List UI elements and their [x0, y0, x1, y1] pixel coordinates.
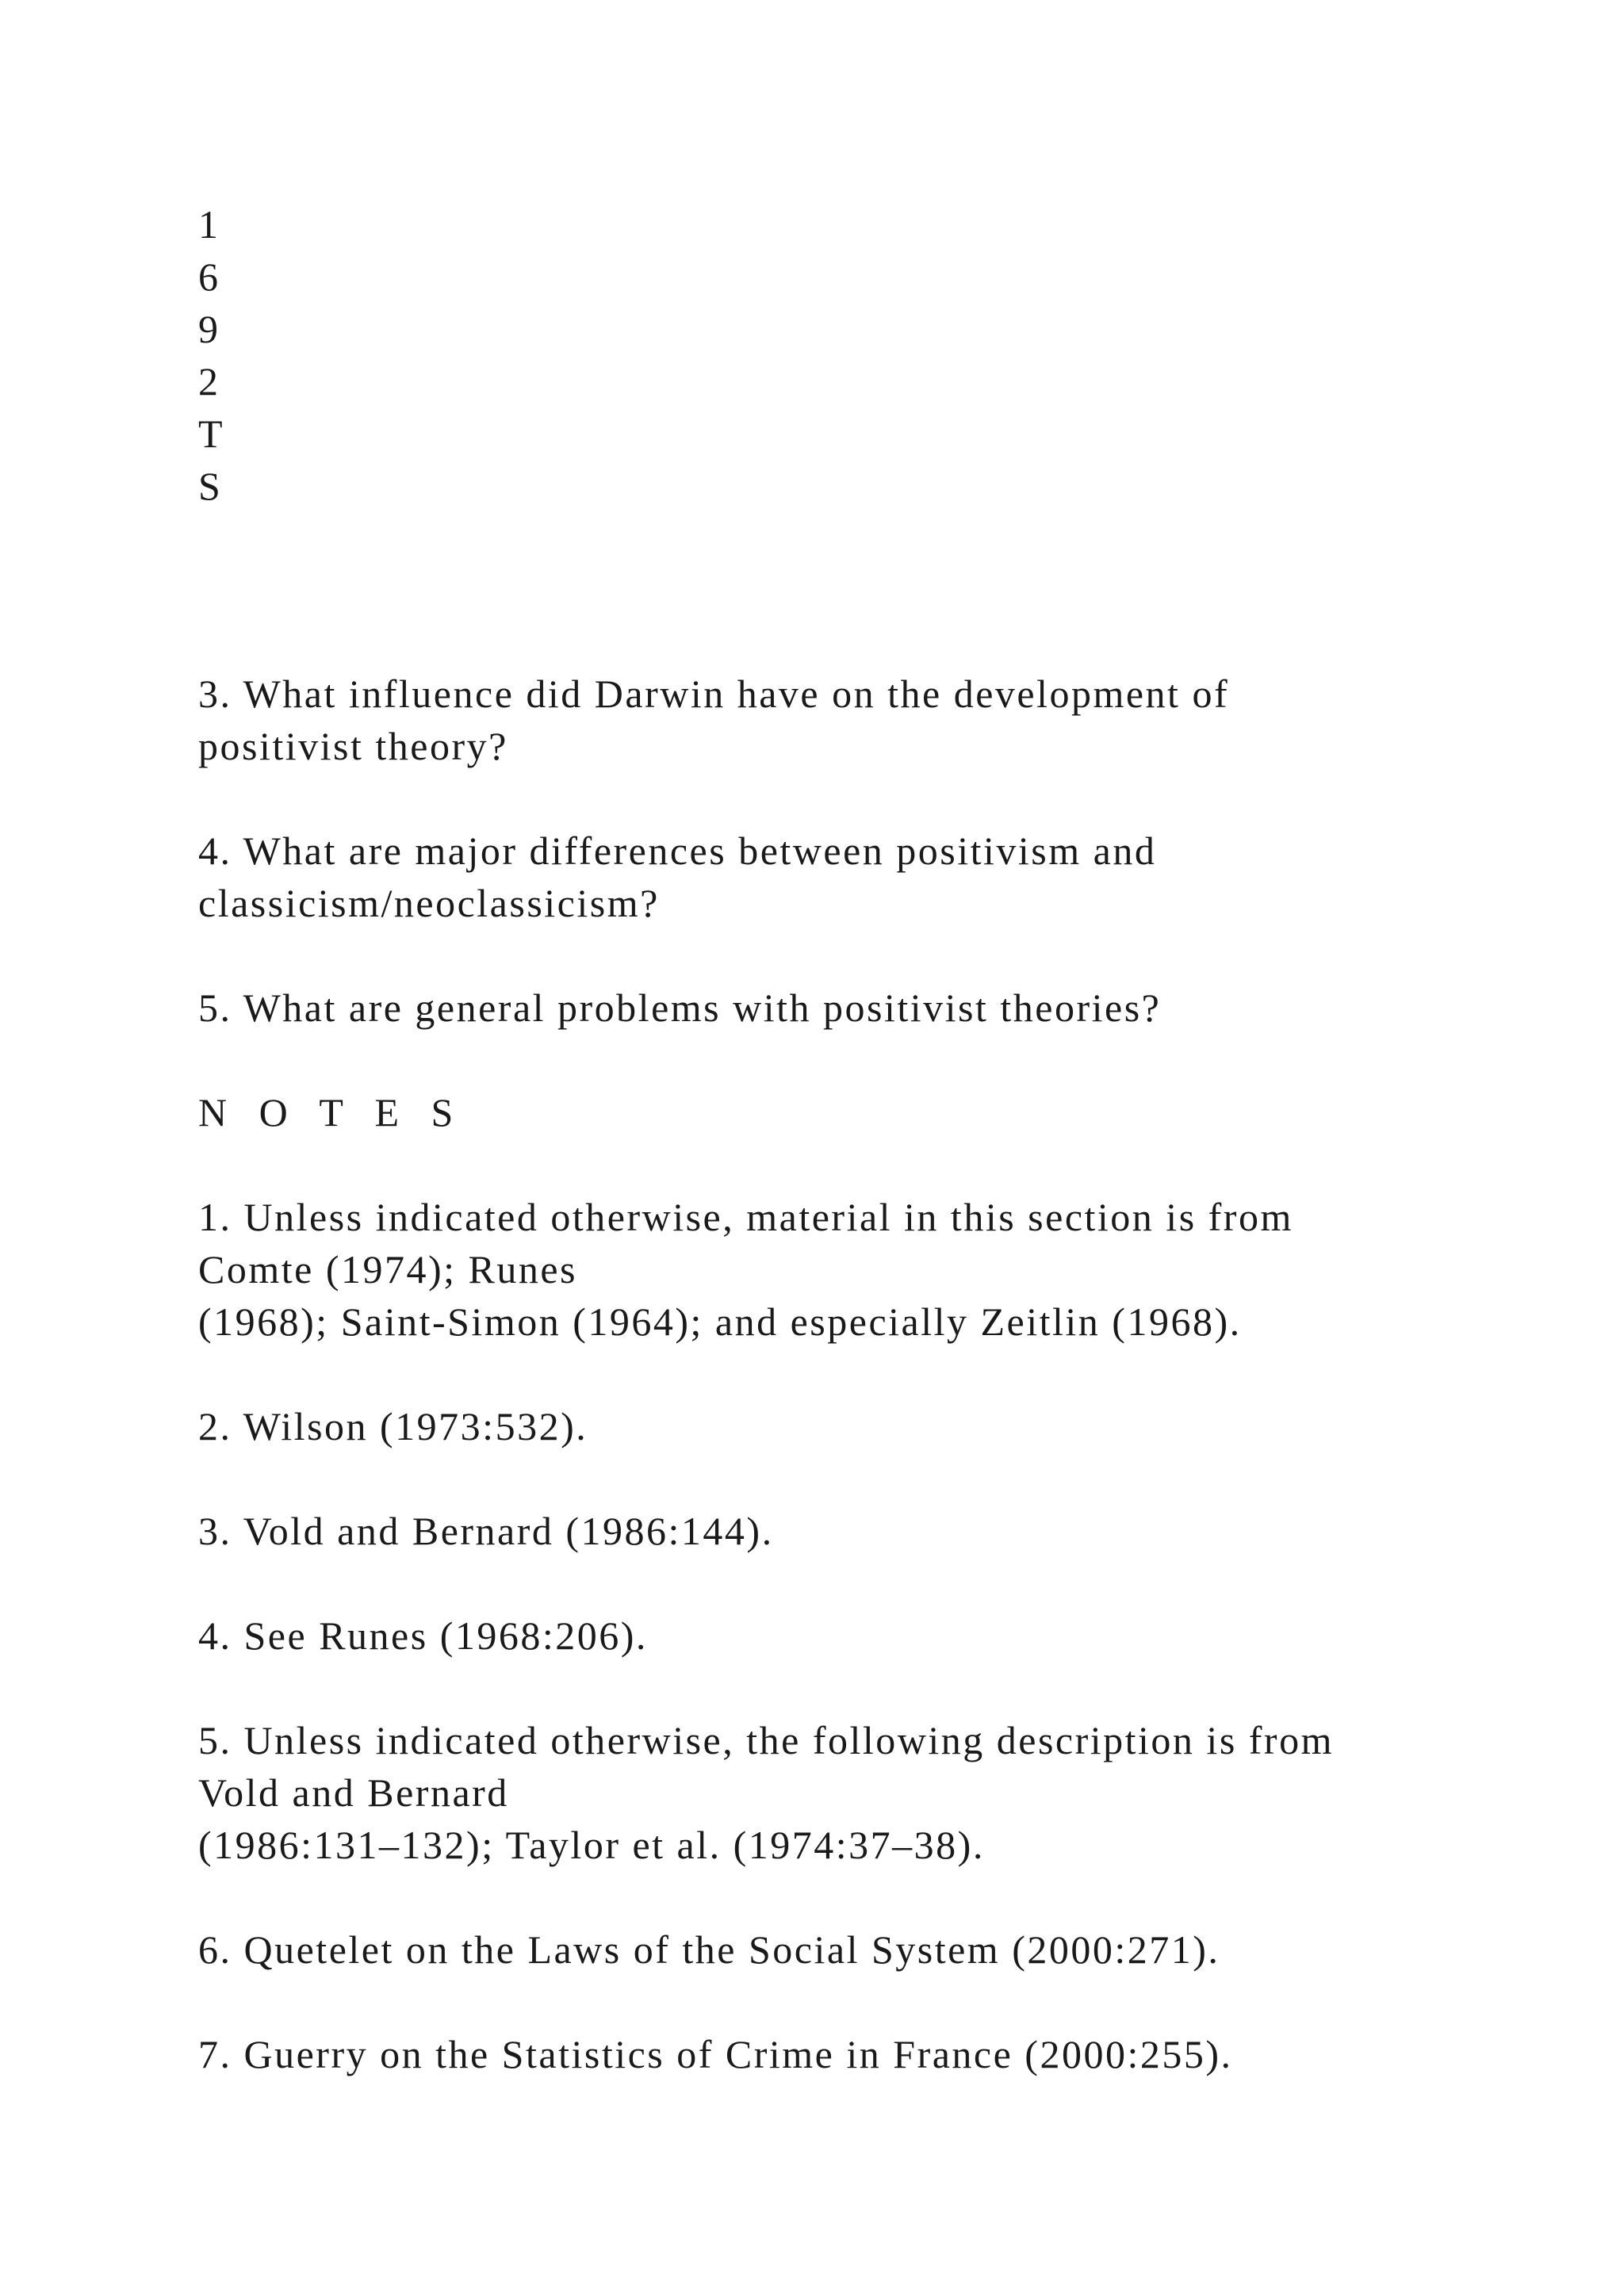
note-3: 3. Vold and Bernard (1986:144).: [198, 1509, 774, 1553]
note-4: 4. See Runes (1968:206).: [198, 1613, 648, 1658]
question-4-line-2: classicism/neoclassicism?: [198, 881, 660, 925]
note-1-line-1: 1. Unless indicated otherwise, material in this section is from: [198, 1195, 1293, 1239]
note-5-line-1: 5. Unless indicated otherwise, the following description is from: [198, 1718, 1334, 1762]
note-6: 6. Quetelet on the Laws of the Social System (2000:271).: [198, 1927, 1220, 1972]
margin-char: 2: [198, 359, 220, 404]
question-4-line-1: 4. What are major differences between positivism and: [198, 828, 1157, 873]
note-5-line-3: (1986:131–132); Taylor et al. (1974:37–38).: [198, 1823, 985, 1867]
question-5-line-1: 5. What are general problems with positivist theories?: [198, 985, 1162, 1030]
note-2: 2. Wilson (1973:532).: [198, 1404, 588, 1448]
question-3-line-1: 3. What influence did Darwin have on the development of: [198, 672, 1230, 716]
note-7: 7. Guerry on the Statistics of Crime in France (2000:255).: [198, 2032, 1233, 2076]
note-5-line-2: Vold and Bernard: [198, 1770, 509, 1815]
margin-char: T: [198, 411, 225, 456]
margin-char: S: [198, 464, 223, 508]
margin-char: 6: [198, 254, 220, 299]
margin-char: 9: [198, 307, 220, 351]
margin-char: 1: [198, 202, 220, 247]
note-1-line-2: Comte (1974); Runes: [198, 1247, 578, 1292]
notes-heading: N O T E S: [198, 1090, 465, 1135]
question-3-line-2: positivist theory?: [198, 724, 508, 768]
note-1-line-3: (1968); Saint-Simon (1964); and especially Zeitlin (1968).: [198, 1299, 1242, 1344]
